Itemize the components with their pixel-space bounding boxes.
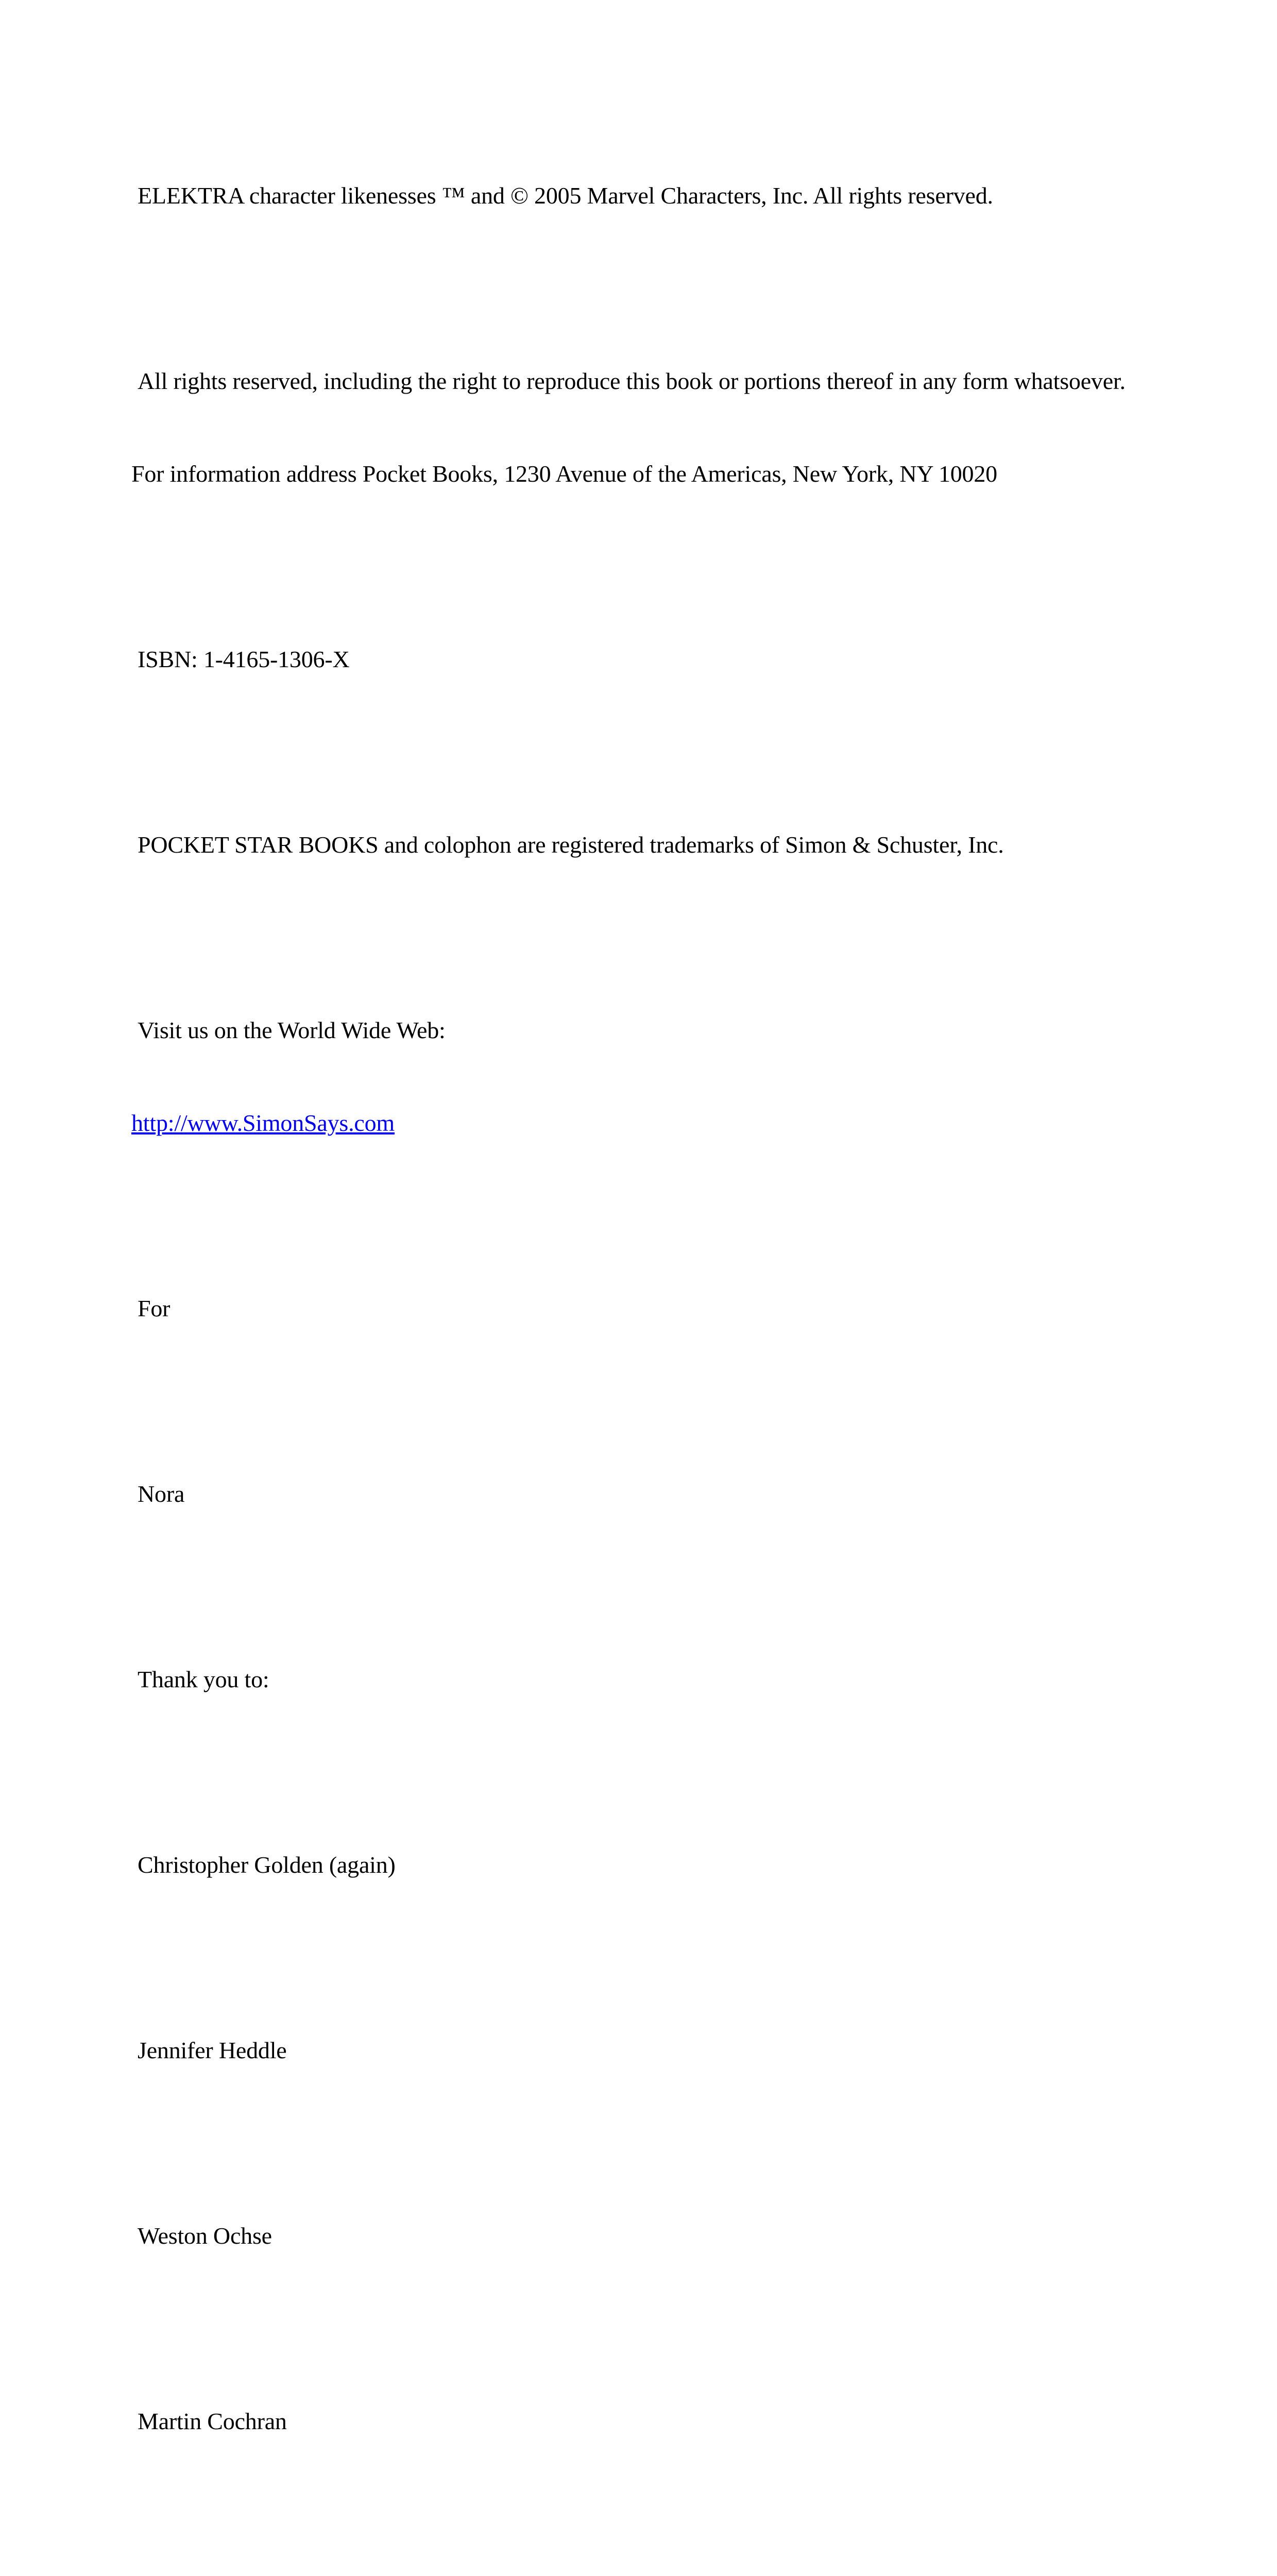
text-line: ELEKTRA character likenesses ™ and © 2005 Marvel Characters, Inc. All rights reserved. [138, 182, 993, 209]
thanks-heading: Thank you to: [138, 1666, 269, 1692]
dedication-for: For [138, 1295, 171, 1321]
text-line: POCKET STAR BOOKS and colophon are registered trademarks of Simon & Schuster, Inc. [138, 832, 1004, 858]
thanks-item [131, 2530, 1162, 2576]
isbn-paragraph [131, 582, 1162, 737]
text-line: All rights reserved, including the right to reproduce this book or portions thereof in any form whatsoever. [138, 368, 1126, 394]
web-paragraph [131, 953, 1162, 1200]
website-link[interactable]: http://www.SimonSays.com [131, 1110, 395, 1136]
copyright-paragraph [131, 118, 1162, 273]
page-content [131, 118, 1162, 2576]
rights-paragraph [131, 304, 1162, 551]
trademark-paragraph [131, 768, 1162, 922]
dedication-name: Nora [138, 1481, 185, 1507]
thanks-item: Jennifer Heddle [138, 2037, 287, 2063]
thanks-item: Weston Ochse [138, 2223, 272, 2249]
text-line: ISBN: 1-4165-1306-X [138, 646, 350, 672]
thanks-item: Christopher Golden (again) [138, 1852, 396, 1878]
web-intro: Visit us on the World Wide Web: [138, 1017, 446, 1043]
thanks-item: Martin Cochran [138, 2408, 287, 2434]
text-line: For information address Pocket Books, 1230 Avenue of the Americas, New York, NY 10020 [131, 461, 997, 487]
